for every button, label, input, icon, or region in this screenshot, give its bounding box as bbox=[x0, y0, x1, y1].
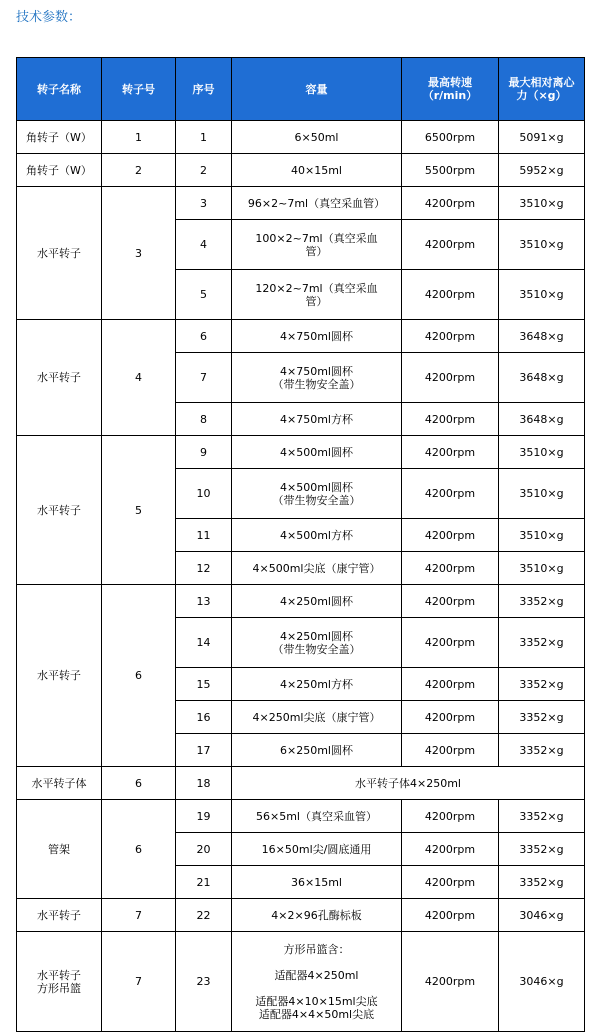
capacity-cell: 4×250ml方杯 bbox=[232, 668, 402, 701]
seq-cell: 1 bbox=[176, 121, 232, 154]
max-speed-cell: 4200rpm bbox=[402, 701, 499, 734]
seq-cell: 5 bbox=[176, 270, 232, 320]
max-speed-cell: 4200rpm bbox=[402, 270, 499, 320]
rotor-name-cell: 水平转子 bbox=[17, 436, 102, 585]
capacity-cell: 120×2~7ml（真空采血 管） bbox=[232, 270, 402, 320]
seq-cell: 6 bbox=[176, 320, 232, 353]
rotor-name-cell: 角转子（W） bbox=[17, 154, 102, 187]
seq-cell: 8 bbox=[176, 403, 232, 436]
capacity-cell: 4×500ml圆杯 （带生物安全盖） bbox=[232, 469, 402, 519]
rotor-no-cell: 4 bbox=[102, 320, 176, 436]
max-speed-cell: 4200rpm bbox=[402, 618, 499, 668]
max-rcf-cell: 3352×g bbox=[499, 734, 585, 767]
capacity-cell: 水平转子体4×250ml bbox=[232, 767, 585, 800]
table-row bbox=[17, 121, 585, 154]
seq-cell: 13 bbox=[176, 585, 232, 618]
max-rcf-cell: 3352×g bbox=[499, 618, 585, 668]
seq-cell: 14 bbox=[176, 618, 232, 668]
rotor-name-cell: 水平转子 方形吊篮 bbox=[17, 932, 102, 1032]
max-speed-cell: 4200rpm bbox=[402, 800, 499, 833]
seq-cell: 4 bbox=[176, 220, 232, 270]
seq-cell: 9 bbox=[176, 436, 232, 469]
header-capacity: 容量 bbox=[232, 58, 402, 121]
capacity-cell: 4×250ml圆杯 bbox=[232, 585, 402, 618]
section-heading: 技术参数： bbox=[16, 10, 82, 25]
capacity-cell: 4×750ml方杯 bbox=[232, 403, 402, 436]
max-rcf-cell: 3510×g bbox=[499, 270, 585, 320]
capacity-cell: 16×50ml尖/圆底通用 bbox=[232, 833, 402, 866]
rotor-name-cell: 水平转子 bbox=[17, 187, 102, 320]
table-row bbox=[17, 932, 585, 1032]
max-speed-cell: 4200rpm bbox=[402, 668, 499, 701]
table-row bbox=[17, 320, 585, 353]
max-rcf-cell: 3352×g bbox=[499, 668, 585, 701]
max-speed-cell: 4200rpm bbox=[402, 320, 499, 353]
rotor-no-cell: 6 bbox=[102, 585, 176, 767]
rotor-name-cell: 水平转子 bbox=[17, 585, 102, 767]
capacity-cell: 4×2×96孔酶标板 bbox=[232, 899, 402, 932]
table-row bbox=[17, 187, 585, 220]
seq-cell: 21 bbox=[176, 866, 232, 899]
seq-cell: 3 bbox=[176, 187, 232, 220]
capacity-cell: 56×5ml（真空采血管） bbox=[232, 800, 402, 833]
seq-cell: 22 bbox=[176, 899, 232, 932]
rotor-no-cell: 7 bbox=[102, 899, 176, 932]
table-row bbox=[17, 767, 585, 800]
rotor-no-cell: 1 bbox=[102, 121, 176, 154]
max-speed-cell: 6500rpm bbox=[402, 121, 499, 154]
seq-cell: 17 bbox=[176, 734, 232, 767]
seq-cell: 16 bbox=[176, 701, 232, 734]
max-speed-cell: 5500rpm bbox=[402, 154, 499, 187]
max-speed-cell: 4200rpm bbox=[402, 519, 499, 552]
capacity-cell: 6×50ml bbox=[232, 121, 402, 154]
table-header-row bbox=[17, 58, 585, 121]
max-rcf-cell: 3648×g bbox=[499, 320, 585, 353]
max-rcf-cell: 3352×g bbox=[499, 833, 585, 866]
header-rotor-name: 转子名称 bbox=[17, 58, 102, 121]
rotor-name-cell: 水平转子体 bbox=[17, 767, 102, 800]
rotor-name-cell: 角转子（W） bbox=[17, 121, 102, 154]
header-max-speed: 最高转速 （r/min） bbox=[402, 58, 499, 121]
capacity-cell: 100×2~7ml（真空采血 管） bbox=[232, 220, 402, 270]
max-rcf-cell: 3352×g bbox=[499, 800, 585, 833]
seq-cell: 2 bbox=[176, 154, 232, 187]
rotor-no-cell: 6 bbox=[102, 767, 176, 800]
max-speed-cell: 4200rpm bbox=[402, 220, 499, 270]
max-speed-cell: 4200rpm bbox=[402, 585, 499, 618]
table-row bbox=[17, 585, 585, 618]
max-rcf-cell: 3352×g bbox=[499, 701, 585, 734]
seq-cell: 20 bbox=[176, 833, 232, 866]
seq-cell: 19 bbox=[176, 800, 232, 833]
capacity-cell: 4×750ml圆杯 （带生物安全盖） bbox=[232, 353, 402, 403]
spec-table bbox=[16, 57, 585, 1032]
max-speed-cell: 4200rpm bbox=[402, 353, 499, 403]
seq-cell: 11 bbox=[176, 519, 232, 552]
header-rotor-no: 转子号 bbox=[102, 58, 176, 121]
capacity-cell: 6×250ml圆杯 bbox=[232, 734, 402, 767]
max-rcf-cell: 3510×g bbox=[499, 519, 585, 552]
table-body bbox=[17, 121, 585, 1032]
capacity-cell: 4×250ml圆杯 （带生物安全盖） bbox=[232, 618, 402, 668]
rotor-no-cell: 7 bbox=[102, 932, 176, 1032]
capacity-cell: 40×15ml bbox=[232, 154, 402, 187]
header-seq: 序号 bbox=[176, 58, 232, 121]
rotor-no-cell: 5 bbox=[102, 436, 176, 585]
max-rcf-cell: 5952×g bbox=[499, 154, 585, 187]
max-speed-cell: 4200rpm bbox=[402, 833, 499, 866]
capacity-cell: 96×2~7ml（真空采血管） bbox=[232, 187, 402, 220]
max-rcf-cell: 3648×g bbox=[499, 353, 585, 403]
max-rcf-cell: 3648×g bbox=[499, 403, 585, 436]
rotor-no-cell: 3 bbox=[102, 187, 176, 320]
max-rcf-cell: 3352×g bbox=[499, 585, 585, 618]
seq-cell: 18 bbox=[176, 767, 232, 800]
capacity-cell: 4×750ml圆杯 bbox=[232, 320, 402, 353]
max-speed-cell: 4200rpm bbox=[402, 469, 499, 519]
table-row bbox=[17, 800, 585, 833]
table-row bbox=[17, 899, 585, 932]
table-row bbox=[17, 154, 585, 187]
max-rcf-cell: 3510×g bbox=[499, 220, 585, 270]
header-max-rcf: 最大相对离心 力（×g） bbox=[499, 58, 585, 121]
max-speed-cell: 4200rpm bbox=[402, 734, 499, 767]
rotor-name-cell: 管架 bbox=[17, 800, 102, 899]
capacity-cell: 36×15ml bbox=[232, 866, 402, 899]
table-row bbox=[17, 436, 585, 469]
seq-cell: 12 bbox=[176, 552, 232, 585]
capacity-cell: 4×500ml圆杯 bbox=[232, 436, 402, 469]
rotor-name-cell: 水平转子 bbox=[17, 320, 102, 436]
max-rcf-cell: 5091×g bbox=[499, 121, 585, 154]
max-rcf-cell: 3510×g bbox=[499, 552, 585, 585]
max-rcf-cell: 3046×g bbox=[499, 932, 585, 1032]
max-speed-cell: 4200rpm bbox=[402, 436, 499, 469]
capacity-cell: 4×500ml尖底（康宁管） bbox=[232, 552, 402, 585]
max-rcf-cell: 3510×g bbox=[499, 469, 585, 519]
capacity-cell: 4×250ml尖底（康宁管） bbox=[232, 701, 402, 734]
seq-cell: 23 bbox=[176, 932, 232, 1032]
rotor-no-cell: 2 bbox=[102, 154, 176, 187]
max-speed-cell: 4200rpm bbox=[402, 187, 499, 220]
max-speed-cell: 4200rpm bbox=[402, 932, 499, 1032]
seq-cell: 7 bbox=[176, 353, 232, 403]
max-rcf-cell: 3510×g bbox=[499, 436, 585, 469]
capacity-cell: 4×500ml方杯 bbox=[232, 519, 402, 552]
max-rcf-cell: 3046×g bbox=[499, 899, 585, 932]
seq-cell: 10 bbox=[176, 469, 232, 519]
seq-cell: 15 bbox=[176, 668, 232, 701]
max-speed-cell: 4200rpm bbox=[402, 899, 499, 932]
max-rcf-cell: 3352×g bbox=[499, 866, 585, 899]
max-speed-cell: 4200rpm bbox=[402, 403, 499, 436]
rotor-name-cell: 水平转子 bbox=[17, 899, 102, 932]
rotor-no-cell: 6 bbox=[102, 800, 176, 899]
max-speed-cell: 4200rpm bbox=[402, 552, 499, 585]
capacity-cell: 方形吊篮含： 适配器4×250ml 适配器4×10×15ml尖底 适配器4×4×50ml尖底 bbox=[232, 932, 402, 1032]
max-rcf-cell: 3510×g bbox=[499, 187, 585, 220]
max-speed-cell: 4200rpm bbox=[402, 866, 499, 899]
